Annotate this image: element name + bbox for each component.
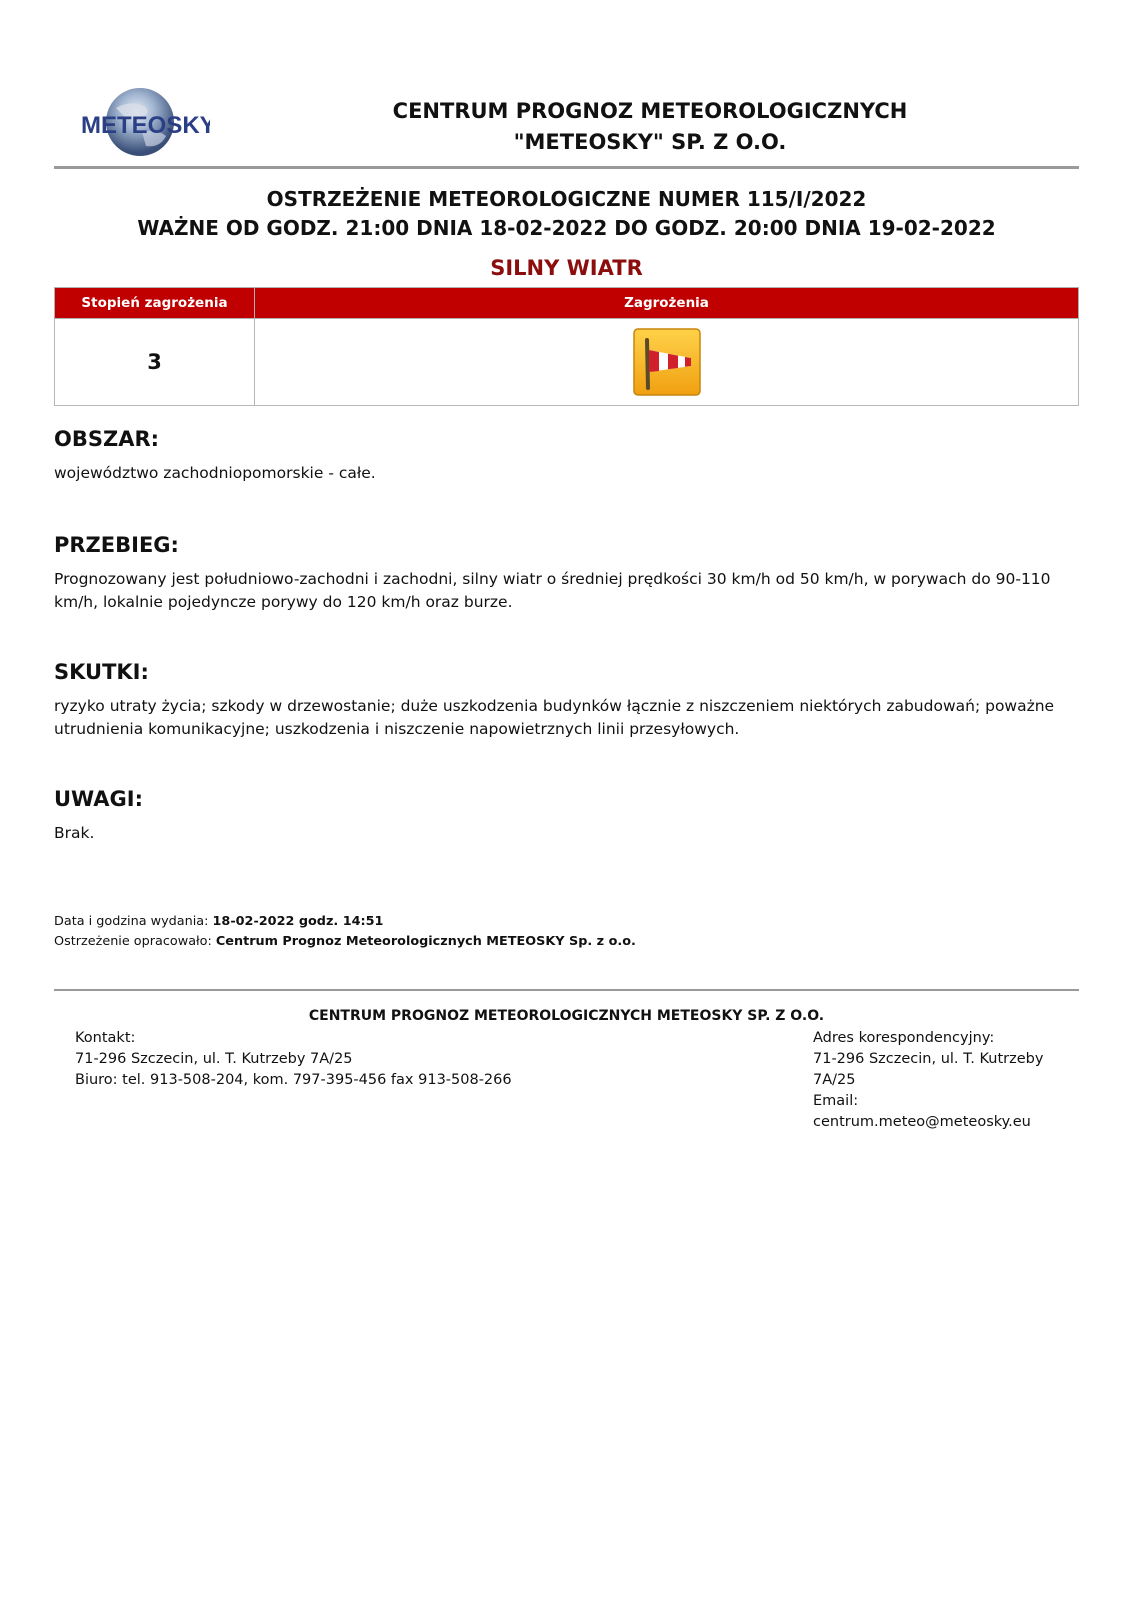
- area-text: województwo zachodniopomorskie - całe.: [54, 464, 376, 482]
- threat-level-header: Stopień zagrożenia: [55, 288, 255, 319]
- issue-date-label: Data i godzina wydania:: [54, 914, 213, 929]
- notes-heading: UWAGI:: [54, 787, 143, 811]
- prepared-by-value: Centrum Prognoz Meteorologicznych METEOSKY Sp. z o.o.: [215, 934, 636, 949]
- issue-date: [54, 912, 383, 932]
- prepared-by: [54, 932, 636, 952]
- effects-text: [54, 695, 1094, 741]
- contact-office: Biuro: tel. 913-508-204, kom. 797-395-456 fax 913-508-266: [75, 1072, 512, 1088]
- mail-label: Adres korespondencyjny:: [813, 1030, 995, 1046]
- effects-heading: SKUTKI:: [54, 660, 149, 684]
- hazards-header: Zagrożenia: [255, 288, 1079, 319]
- effects-text-line1: ryzyko utraty życia; szkody w drzewostanie; duże uszkodzenia budynków łącznie z niszczeniem niektórych zabudowań; poważne: [54, 697, 1055, 715]
- warning-title: [54, 185, 1079, 243]
- mail-line1: 71-296 Szczecin, ul. T. Kutrzeby: [813, 1051, 1044, 1067]
- logo-text: METEOSKY: [81, 112, 210, 139]
- organization-title: [340, 96, 960, 158]
- warning-validity: WAŻNE OD GODZ. 21:00 DNIA 18-02-2022 DO GODZ. 20:00 DNIA 19-02-2022: [137, 216, 996, 240]
- phenomenon-title: SILNY WIATR: [490, 256, 643, 280]
- org-title-line1: CENTRUM PROGNOZ METEOROLOGICZNYCH: [392, 99, 908, 123]
- course-text: [54, 568, 1094, 614]
- footer-title: CENTRUM PROGNOZ METEOROLOGICZNYCH METEOSKY SP. Z O.O.: [308, 1008, 825, 1024]
- hazards-cell: [255, 319, 1079, 406]
- warning-number: OSTRZEŻENIE METEOROLOGICZNE NUMER 115/I/2022: [266, 187, 867, 211]
- prepared-by-label: Ostrzeżenie opracowało:: [54, 934, 216, 949]
- contact-address: 71-296 Szczecin, ul. T. Kutrzeby 7A/25: [75, 1051, 353, 1067]
- footer-contact: [75, 1028, 512, 1091]
- org-title-line2: "METEOSKY" SP. Z O.O.: [513, 130, 787, 154]
- course-text-line1: Prognozowany jest południowo-zachodni i zachodni, silny wiatr o średniej prędkości 30 km/h od 50 km/h, w porywach do 90-110: [54, 570, 1051, 588]
- meteosky-logo: [80, 86, 210, 164]
- hazard-table: [54, 287, 1079, 406]
- effects-text-line2: utrudnienia komunikacyjne; uszkodzenia i niszczenie napowietrznych linii przesyłowych.: [54, 720, 740, 738]
- mail-line2: 7A/25: [813, 1072, 856, 1088]
- course-heading: PRZEBIEG:: [54, 533, 179, 557]
- footer-mailing: [813, 1028, 1063, 1133]
- email-link[interactable]: centrum.meteo@meteosky.eu: [813, 1114, 1031, 1130]
- contact-label: Kontakt:: [75, 1030, 136, 1046]
- course-text-line2: km/h, lokalnie pojedyncze porywy do 120 km/h oraz burze.: [54, 593, 513, 611]
- area-heading: OBSZAR:: [54, 427, 160, 451]
- windsock-icon: [633, 328, 701, 396]
- header-divider: [54, 166, 1079, 169]
- issue-date-value: 18-02-2022 godz. 14:51: [212, 914, 384, 929]
- threat-level-value: 3: [147, 350, 162, 374]
- email-label: Email:: [813, 1093, 859, 1109]
- footer-divider: [54, 989, 1079, 991]
- threat-level-cell: [55, 319, 255, 406]
- notes-text: Brak.: [54, 824, 95, 842]
